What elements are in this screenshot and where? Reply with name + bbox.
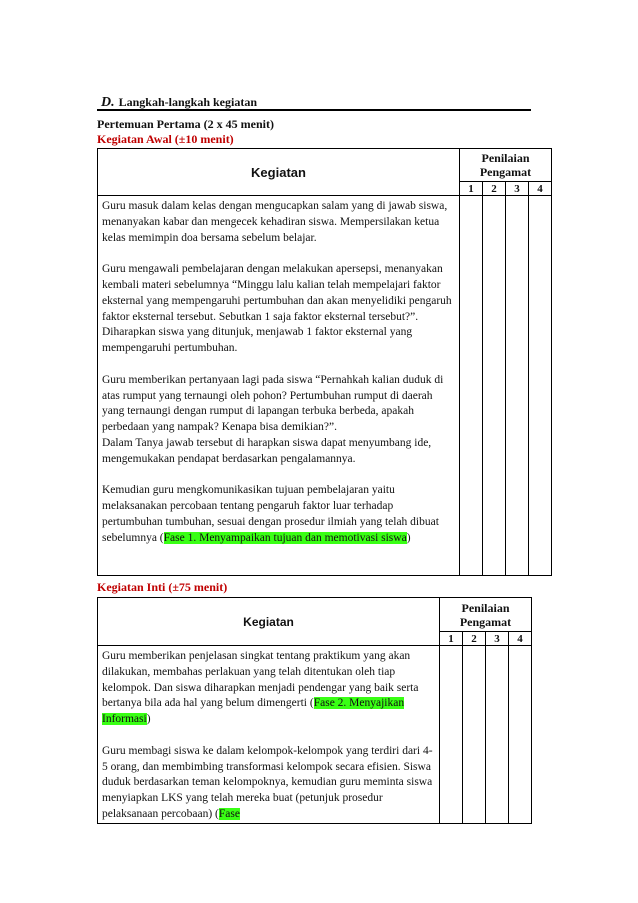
awal-score-header-line1: Penilaian	[481, 151, 530, 165]
awal-score-3: 3	[506, 182, 529, 196]
awal-score-1: 1	[460, 182, 483, 196]
awal-score-cell[interactable]	[460, 196, 483, 576]
inti-score-cell[interactable]	[509, 646, 532, 824]
inti-explanation-text: Guru memberikan penjelasan singkat tentang praktikum yang akan dilakukan, membahas perlakuan yang telah ditentukan oleh tiap kelompok. Dan siswa diharapkan menjadi pendengar yang baik serta bertanya bila ada hal yang belum dimengerti (	[102, 650, 419, 710]
awal-paragraph-objective	[102, 483, 455, 546]
awal-paragraph: Guru mengawali pembelajaran dengan melakukan apersepsi, menanyakan kembali materi sebelumnya “Minggu lalu kalian telah mempelajari faktor eksternal yang mempengaruhi pertumbuhan dan akan menyelidiki pengaruh faktor eksternal tersebut. Sebutkan 1 saja faktor eksternal tersebut?”. Diharapkan siswa yang ditunjuk, menjawab 1 faktor eksternal yang mempengaruhi pertumbuhan.	[102, 263, 452, 355]
inti-score-cell[interactable]	[463, 646, 486, 824]
awal-score-header-line2: Pengamat	[479, 165, 532, 179]
awal-paragraph: Guru masuk dalam kelas dengan mengucapkan salam yang di jawab siswa, menanyakan kabar dan mengecek kehadiran siswa. Mempersilakan ketua kelas memimpin doa bersama sebelum belajar.	[102, 200, 448, 244]
awal-score-cell[interactable]	[529, 196, 552, 576]
inti-explanation-end: )	[146, 713, 151, 726]
inti-activity-cell	[98, 646, 440, 824]
phase-3-highlight: Fase	[218, 807, 240, 820]
inti-score-4: 4	[509, 632, 532, 646]
inti-score-header	[440, 598, 532, 632]
awal-paragraph: Guru memberikan pertanyaan lagi pada siswa “Pernahkah kalian duduk di atas rumput yang ternaungi oleh pohon? Pertumbuhan rumput di daerah yang ternaungi dengan rumput di lapangan terbuka berbeda, apakah perbedaan yang nampak? Kenapa bisa demikian?”.	[102, 373, 444, 434]
kegiatan-awal-table	[97, 148, 552, 576]
kegiatan-inti-table	[97, 597, 532, 824]
awal-score-header	[460, 149, 552, 182]
section-letter: D.	[101, 95, 115, 110]
awal-activity-header: Kegiatan	[98, 149, 460, 196]
inti-score-3: 3	[486, 632, 509, 646]
inti-paragraph-explanation	[102, 649, 435, 728]
awal-score-2: 2	[483, 182, 506, 196]
inti-activity-header: Kegiatan	[98, 598, 440, 646]
section-heading	[97, 93, 531, 111]
inti-score-header-line2: Pengamat	[459, 614, 512, 629]
section-title: Langkah-langkah kegiatan	[118, 95, 258, 109]
inti-score-header-line1: Penilaian	[461, 600, 510, 615]
kegiatan-inti-label: Kegiatan Inti (±75 menit)	[97, 580, 228, 594]
awal-activity-cell	[98, 196, 460, 576]
phase-1-highlight: Fase 1. Menyampaikan tujuan dan memotivasi siswa	[163, 531, 407, 544]
awal-paragraph: Dalam Tanya jawab tersebut di harapkan siswa dapat menyumbang ide, mengemukakan pendapat berdasarkan pengalamannya.	[102, 436, 432, 465]
awal-score-cell[interactable]	[506, 196, 529, 576]
inti-score-1: 1	[440, 632, 463, 646]
inti-grouping-text: Guru membagi siswa ke dalam kelompok-kelompok yang terdiri dari 4-5 orang, dan membimbing transformasi kelompok secara efisien. Siswa duduk berdasarkan teman kelompoknya, kemudian guru meminta siswa menyiapkan LKS yang telah mereka buat (petunjuk prosedur pelaksanaan percobaan) (	[102, 744, 433, 820]
kegiatan-awal-label: Kegiatan Awal (±10 menit)	[97, 132, 234, 146]
meeting-title: Pertemuan Pertama (2 x 45 menit)	[97, 117, 274, 131]
inti-paragraph-grouping	[102, 744, 435, 823]
inti-score-cell[interactable]	[486, 646, 509, 824]
inti-score-cell[interactable]	[440, 646, 463, 824]
awal-objective-end: )	[406, 531, 411, 544]
phase-2-highlight: Fase 2. Menyajikan Informasi	[102, 697, 405, 726]
awal-score-4: 4	[529, 182, 552, 196]
inti-score-2: 2	[463, 632, 486, 646]
awal-objective-text: Kemudian guru mengkomunikasikan tujuan pembelajaran yaitu melaksanakan percobaan tentang pengaruh faktor luar terhadap pertumbuhan tumbuhan, sesuai dengan prosedur ilmiah yang telah dibuat sebelumnya (	[102, 484, 439, 544]
awal-score-cell[interactable]	[483, 196, 506, 576]
